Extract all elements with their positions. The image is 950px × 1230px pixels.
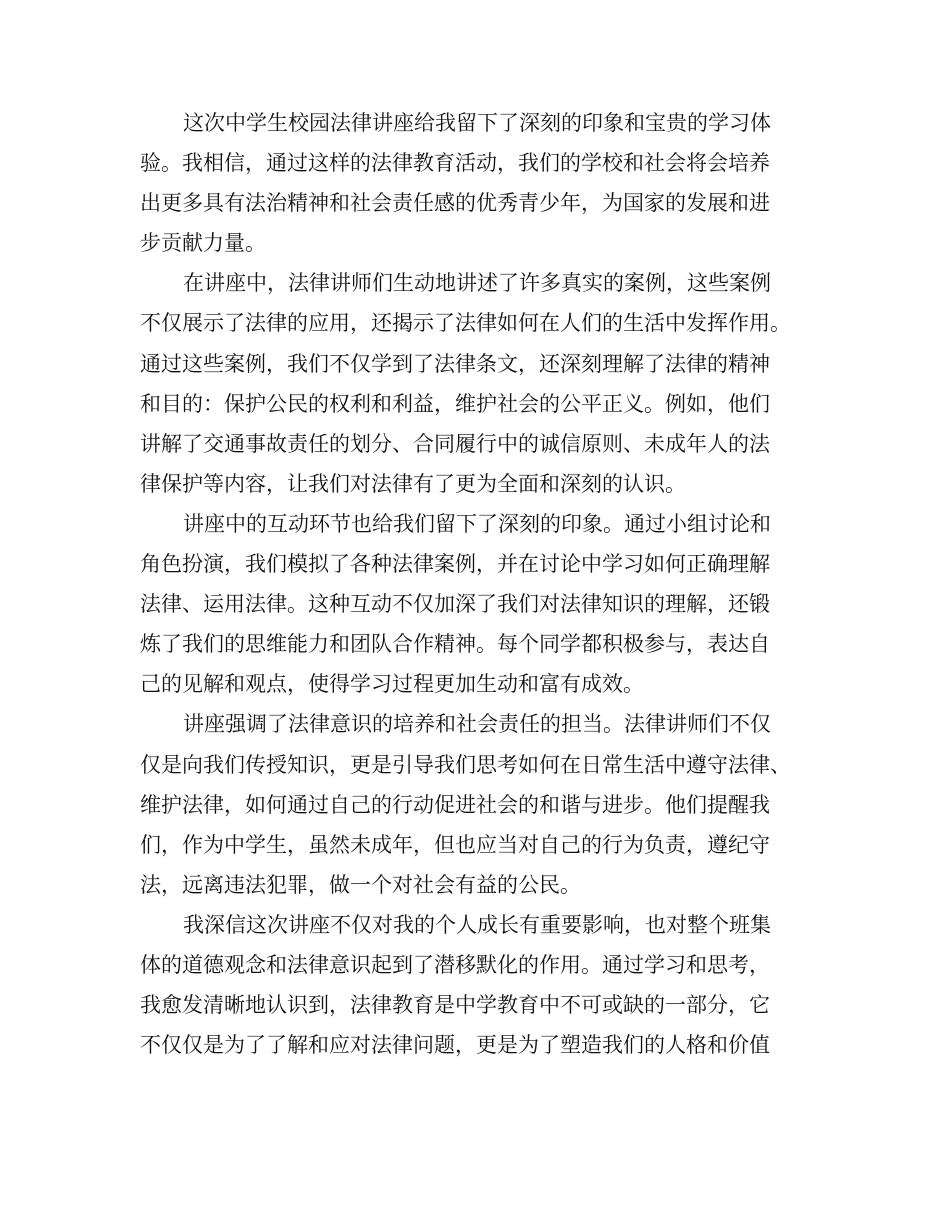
paragraph xyxy=(140,905,820,1065)
text-line: 验。我相信，通过这样的法律教育活动，我们的学校和社会将会培养 xyxy=(140,151,770,176)
text-line: 出更多具有法治精神和社会责任感的优秀青少年，为国家的发展和进 xyxy=(140,191,770,216)
text-line: 步贡献力量。 xyxy=(140,231,266,256)
text-line: 我愈发清晰地认识到，法律教育是中学教育中不可或缺的一部分，它 xyxy=(140,993,770,1018)
text-line: 不仅展示了法律的应用，还揭示了法律如何在人们的生活中发挥作用。 xyxy=(140,311,791,336)
text-line: 维护法律，如何通过自己的行动促进社会的和谐与进步。他们提醒我 xyxy=(140,792,770,817)
text-line: 和目的：保护公民的权利和利益，维护社会的公平正义。例如，他们 xyxy=(140,391,770,416)
text-line: 己的见解和观点，使得学习过程更加生动和富有成效。 xyxy=(140,672,644,697)
text-line: 炼了我们的思维能力和团队合作精神。每个同学都积极参与，表达自 xyxy=(140,632,770,657)
text-line: 讲座中的互动环节也给我们留下了深刻的印象。通过小组讨论和 xyxy=(183,511,771,536)
text-line: 角色扮演，我们模拟了各种法律案例，并在讨论中学习如何正确理解 xyxy=(140,552,770,577)
paragraph xyxy=(140,504,820,704)
text-line: 讲解了交通事故责任的划分、合同履行中的诚信原则、未成年人的法 xyxy=(140,431,770,456)
text-line: 体的道德观念和法律意识起到了潜移默化的作用。通过学习和思考， xyxy=(140,952,770,977)
text-line: 不仅仅是为了了解和应对法律问题，更是为了塑造我们的人格和价值 xyxy=(140,1033,770,1058)
paragraph xyxy=(140,263,820,504)
text-line: 在讲座中，法律讲师们生动地讲述了许多真实的案例，这些案例 xyxy=(183,271,771,296)
text-line: 通过这些案例，我们不仅学到了法律条文，还深刻理解了法律的精神 xyxy=(140,351,770,376)
text-line: 法律、运用法律。这种互动不仅加深了我们对法律知识的理解，还锻 xyxy=(140,592,770,617)
paragraph xyxy=(140,103,820,263)
text-line: 仅是向我们传授知识，更是引导我们思考如何在日常生活中遵守法律、 xyxy=(140,752,791,777)
text-line: 律保护等内容，让我们对法律有了更为全面和深刻的认识。 xyxy=(140,471,686,496)
text-line: 这次中学生校园法律讲座给我留下了深刻的印象和宝贵的学习体 xyxy=(183,111,771,135)
text-line: 法，远离违法犯罪，做一个对社会有益的公民。 xyxy=(140,872,581,897)
text-line: 们，作为中学生，虽然未成年，但也应当对自己的行为负责，遵纪守 xyxy=(140,832,770,857)
paragraph xyxy=(140,704,820,904)
text-line: 讲座强调了法律意识的培养和社会责任的担当。法律讲师们不仅 xyxy=(183,712,771,737)
text-line: 我深信这次讲座不仅对我的个人成长有重要影响，也对整个班集 xyxy=(183,912,771,937)
document-body xyxy=(140,103,820,1065)
